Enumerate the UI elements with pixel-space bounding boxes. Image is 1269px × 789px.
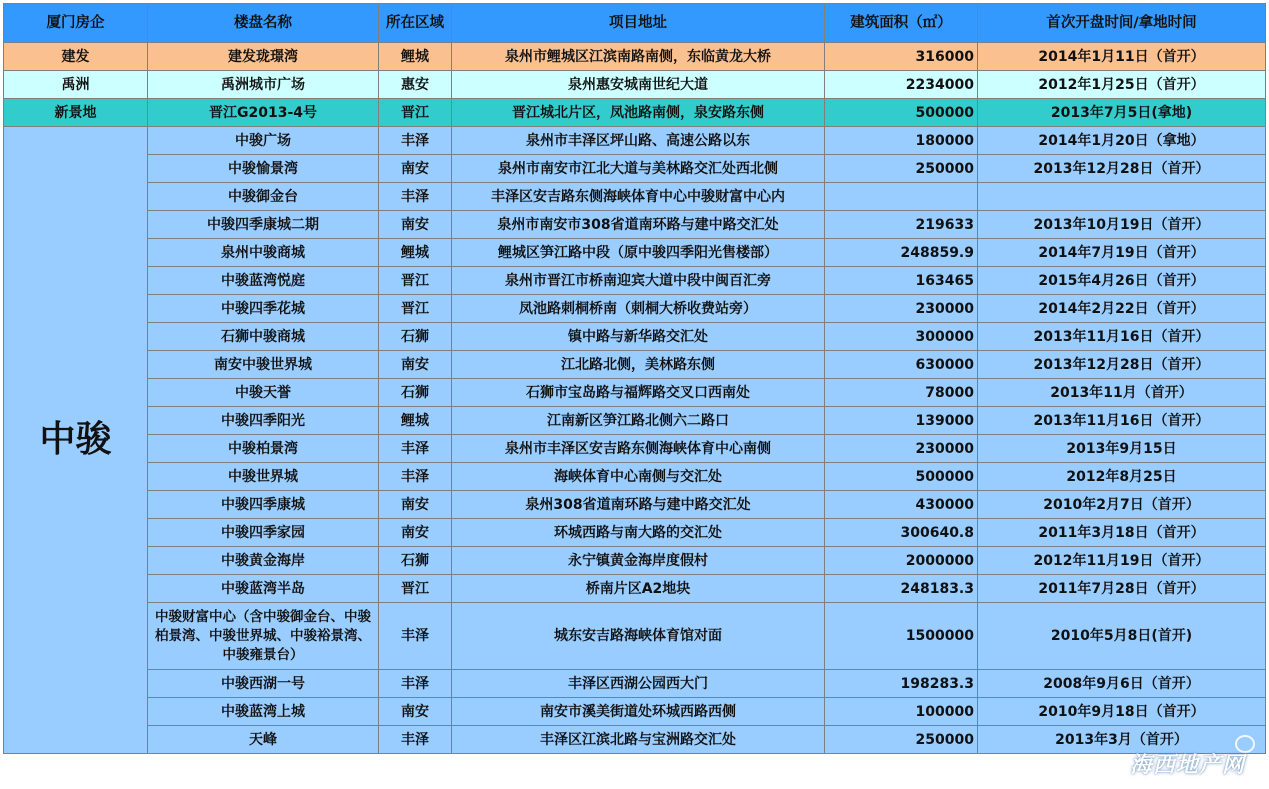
address-cell: 环城西路与南大路的交汇处 [452,519,825,547]
table-row [4,698,1266,726]
district-cell: 丰泽 [379,603,452,670]
developer-cell: 建发 [4,43,148,71]
project-name-cell: 禹洲城市广场 [148,71,379,99]
table-row [4,99,1266,127]
developer-cell: 禹洲 [4,71,148,99]
address-cell: 泉州市丰泽区坪山路、高速公路以东 [452,127,825,155]
area-cell: 300640.8 [825,519,978,547]
date-cell: 2010年9月18日（首开） [978,698,1266,726]
area-cell: 316000 [825,43,978,71]
col-header-date: 首次开盘时间/拿地时间 [978,4,1266,43]
table-row [4,323,1266,351]
address-cell: 城东安吉路海峡体育馆对面 [452,603,825,670]
table-row [4,491,1266,519]
area-cell: 250000 [825,726,978,754]
district-cell: 南安 [379,519,452,547]
date-cell: 2010年5月8日(首开) [978,603,1266,670]
address-cell: 凤池路刺桐桥南（刺桐大桥收费站旁） [452,295,825,323]
district-cell: 丰泽 [379,670,452,698]
project-name-cell: 晋江G2013-4号 [148,99,379,127]
date-cell: 2013年7月5日(拿地) [978,99,1266,127]
area-cell: 230000 [825,295,978,323]
date-cell: 2013年9月15日 [978,435,1266,463]
col-header-project-name: 楼盘名称 [148,4,379,43]
area-cell: 1500000 [825,603,978,670]
district-cell: 鲤城 [379,407,452,435]
date-cell: 2013年11月（首开） [978,379,1266,407]
project-name-cell: 中骏西湖一号 [148,670,379,698]
date-cell: 2014年1月11日（首开） [978,43,1266,71]
table-row [4,211,1266,239]
district-cell: 晋江 [379,295,452,323]
district-cell: 鲤城 [379,239,452,267]
area-cell: 180000 [825,127,978,155]
date-cell: 2013年10月19日（首开） [978,211,1266,239]
area-cell: 163465 [825,267,978,295]
address-cell: 桥南片区A2地块 [452,575,825,603]
address-cell: 泉州市南安市江北大道与美林路交汇处西北侧 [452,155,825,183]
table-row [4,267,1266,295]
date-cell: 2010年2月7日（首开） [978,491,1266,519]
area-cell: 2000000 [825,547,978,575]
table-row [4,155,1266,183]
col-header-district: 所在区域 [379,4,452,43]
developer-group-cell: 中骏 [4,127,148,754]
col-header-address: 项目地址 [452,4,825,43]
address-cell: 泉州市南安市308省道南环路与建中路交汇处 [452,211,825,239]
district-cell: 南安 [379,491,452,519]
area-cell: 300000 [825,323,978,351]
table-row [4,575,1266,603]
project-name-cell: 南安中骏世界城 [148,351,379,379]
table-row [4,295,1266,323]
watermark: 海西地产网 [1129,753,1245,778]
district-cell: 鲤城 [379,43,452,71]
address-cell: 永宁镇黄金海岸度假村 [452,547,825,575]
area-cell: 430000 [825,491,978,519]
date-cell: 2011年7月28日（首开） [978,575,1266,603]
project-name-cell: 中骏天誉 [148,379,379,407]
table-row [4,43,1266,71]
address-cell: 海峡体育中心南侧与交汇处 [452,463,825,491]
area-cell: 2234000 [825,71,978,99]
project-name-cell: 中骏世界城 [148,463,379,491]
date-cell: 2013年12月28日（首开） [978,351,1266,379]
address-cell: 镇中路与新华路交汇处 [452,323,825,351]
project-name-cell: 中骏四季阳光 [148,407,379,435]
district-cell: 石狮 [379,547,452,575]
project-name-cell: 中骏黄金海岸 [148,547,379,575]
project-name-cell: 天峰 [148,726,379,754]
district-cell: 石狮 [379,323,452,351]
date-cell: 2013年11月16日（首开） [978,323,1266,351]
area-cell [825,183,978,211]
date-cell: 2015年4月26日（首开） [978,267,1266,295]
area-cell: 78000 [825,379,978,407]
table-row [4,379,1266,407]
area-cell: 198283.3 [825,670,978,698]
area-cell: 630000 [825,351,978,379]
project-name-cell: 中骏蓝湾悦庭 [148,267,379,295]
district-cell: 南安 [379,351,452,379]
date-cell: 2008年9月6日（首开） [978,670,1266,698]
date-cell: 2012年8月25日 [978,463,1266,491]
area-cell: 139000 [825,407,978,435]
table-row [4,183,1266,211]
table-row [4,71,1266,99]
table-row [4,519,1266,547]
project-name-cell: 建发珑璟湾 [148,43,379,71]
project-name-cell: 泉州中骏商城 [148,239,379,267]
district-cell: 南安 [379,211,452,239]
address-cell: 晋江城北片区，凤池路南侧，泉安路东侧 [452,99,825,127]
district-cell: 南安 [379,155,452,183]
address-cell: 泉州308省道南环路与建中路交汇处 [452,491,825,519]
district-cell: 丰泽 [379,183,452,211]
district-cell: 晋江 [379,575,452,603]
header-row [4,4,1266,43]
date-cell: 2014年2月22日（首开） [978,295,1266,323]
table-row [4,239,1266,267]
table-row [4,407,1266,435]
address-cell: 鲤城区笋江路中段（原中骏四季阳光售楼部） [452,239,825,267]
project-name-cell: 中骏四季家园 [148,519,379,547]
project-name-cell: 中骏财富中心（含中骏御金台、中骏柏景湾、中骏世界城、中骏裕景湾、中骏雍景台） [148,603,379,670]
date-cell: 2014年7月19日（首开） [978,239,1266,267]
col-header-developer: 厦门房企 [4,4,148,43]
date-cell: 2012年11月19日（首开） [978,547,1266,575]
district-cell: 丰泽 [379,435,452,463]
district-cell: 石狮 [379,379,452,407]
address-cell: 泉州市晋江市桥南迎宾大道中段中闽百汇旁 [452,267,825,295]
district-cell: 晋江 [379,99,452,127]
area-cell: 500000 [825,99,978,127]
project-name-cell: 中骏蓝湾半岛 [148,575,379,603]
table-row [4,547,1266,575]
date-cell: 2013年11月16日（首开） [978,407,1266,435]
project-name-cell: 中骏四季康城二期 [148,211,379,239]
address-cell: 江北路北侧，美林路东侧 [452,351,825,379]
project-name-cell: 中骏蓝湾上城 [148,698,379,726]
project-name-cell: 中骏广场 [148,127,379,155]
address-cell: 泉州惠安城南世纪大道 [452,71,825,99]
address-cell: 泉州市鲤城区江滨南路南侧，东临黄龙大桥 [452,43,825,71]
district-cell: 丰泽 [379,726,452,754]
address-cell: 丰泽区江滨北路与宝洲路交汇处 [452,726,825,754]
district-cell: 丰泽 [379,127,452,155]
project-name-cell: 中骏四季康城 [148,491,379,519]
project-name-cell: 中骏四季花城 [148,295,379,323]
address-cell: 丰泽区西湖公园西大门 [452,670,825,698]
area-cell: 500000 [825,463,978,491]
project-name-cell: 中骏柏景湾 [148,435,379,463]
table-row [4,670,1266,698]
address-cell: 石狮市宝岛路与福辉路交叉口西南处 [452,379,825,407]
district-cell: 南安 [379,698,452,726]
date-cell: 2011年3月18日（首开） [978,519,1266,547]
table-row [4,127,1266,155]
area-cell: 248183.3 [825,575,978,603]
project-name-cell: 中骏愉景湾 [148,155,379,183]
area-cell: 230000 [825,435,978,463]
developer-projects-table [3,3,1266,754]
address-cell: 江南新区笋江路北侧六二路口 [452,407,825,435]
area-cell: 250000 [825,155,978,183]
developer-cell: 新景地 [4,99,148,127]
date-cell [978,183,1266,211]
address-cell: 泉州市丰泽区安吉路东侧海峡体育中心南侧 [452,435,825,463]
table-row [4,351,1266,379]
project-name-cell: 中骏御金台 [148,183,379,211]
date-cell: 2013年3月（首开） [978,726,1266,754]
table-row [4,463,1266,491]
area-cell: 219633 [825,211,978,239]
district-cell: 惠安 [379,71,452,99]
area-cell: 248859.9 [825,239,978,267]
district-cell: 丰泽 [379,463,452,491]
project-name-cell: 石狮中骏商城 [148,323,379,351]
district-cell: 晋江 [379,267,452,295]
date-cell: 2012年1月25日（首开） [978,71,1266,99]
date-cell: 2013年12月28日（首开） [978,155,1266,183]
address-cell: 南安市溪美街道处环城西路西侧 [452,698,825,726]
address-cell: 丰泽区安吉路东侧海峡体育中心中骏财富中心内 [452,183,825,211]
table-row [4,435,1266,463]
table-row [4,726,1266,754]
area-cell: 100000 [825,698,978,726]
table-row [4,603,1266,670]
col-header-area: 建筑面积（㎡） [825,4,978,43]
date-cell: 2014年1月20日（拿地） [978,127,1266,155]
